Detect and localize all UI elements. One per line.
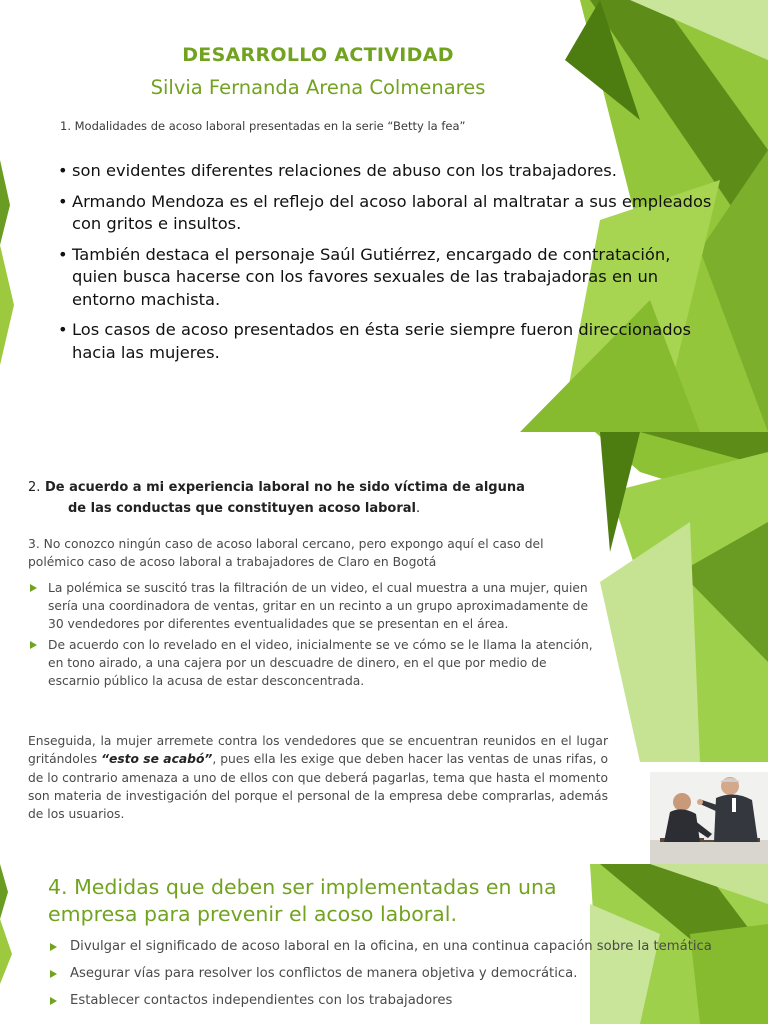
section-4-title: 4. Medidas que deben ser implementadas en una empresa para prevenir el acoso laboral.	[48, 875, 557, 926]
triangle-bullet-icon	[50, 970, 57, 978]
bullet-dot-icon: •	[58, 191, 68, 211]
author-name: Silvia Fernanda Arena Colmenares	[150, 76, 486, 99]
triangle-bullet-icon	[30, 584, 37, 592]
point-3-intro: 3. No conozco ningún caso de acoso laboral cercano, pero expongo aquí el caso del polémico caso de acoso laboral a trabajadores de Claro en Bogotá	[28, 537, 544, 569]
bullet-dot-icon: •	[58, 244, 68, 264]
triangle-bullet-icon	[50, 997, 57, 1005]
list-item: • Los casos de acoso presentados en ésta serie siempre fueron direccionados hacia las mujeres.	[58, 320, 692, 362]
case-paragraph: Enseguida, la mujer arremete contra los vendedores que se encuentran reunidos en el lugar gritándoles “esto se acabó”, pues ella les exige que deben hacer las ventas de unas rifas, o de lo contrario amenaza a uno de ellos con que deberá pagarlas, tema que hasta el momento son materia de investigación del porque el personal de la empresa debe comprarlas, además de los usuarios.	[28, 734, 609, 822]
list-item: • son evidentes diferentes relaciones de abuso con los trabajadores.	[58, 160, 718, 183]
prevention-measures-list	[48, 938, 728, 1019]
bullet-dot-icon: •	[58, 320, 68, 339]
quote-text: “esto se acabó”	[101, 752, 213, 767]
list-item: De acuerdo con lo revelado en el video, inicialmente se ve cómo se le llama la atención, en tono airado, a una cajera por un descuadre de dinero, en el que por medio de escarnio público la acusa de estar desconcentrada.	[28, 636, 600, 690]
office-harassment-photo	[650, 772, 768, 864]
triangle-bullet-icon	[50, 943, 57, 951]
list-item: • Armando Mendoza es el reflejo del acoso laboral al maltratar a sus empleados con gritos e insultos.	[58, 191, 712, 233]
slide-3	[0, 864, 768, 1024]
point-2-statement: 2. De acuerdo a mi experiencia laboral no he sido víctima de alguna de las conductas que constituyen acoso laboral.	[28, 480, 525, 516]
activity-title: DESARROLLO ACTIVIDAD	[182, 44, 454, 66]
list-item: La polémica se suscitó tras la filtración de un video, el cual muestra a una mujer, quien sería una coordinadora de ventas, gritar en un recinto a un grupo aproximadamente de 30 vendedores por diferentes eventualidades que se presentan en el área.	[28, 579, 600, 633]
slide-2	[0, 432, 768, 864]
slide-1	[0, 0, 768, 432]
list-item: Establecer contactos independientes con los trabajadores	[48, 992, 728, 1010]
triangle-bullet-icon	[30, 641, 37, 649]
section-1-subtitle: 1. Modalidades de acoso laboral presentadas en la serie “Betty la fea”	[60, 119, 466, 133]
claro-case-list	[28, 579, 600, 693]
list-item: Divulgar el significado de acoso laboral en la oficina, en una continua capación sobre la temática	[48, 938, 728, 956]
bullet-dot-icon: •	[58, 161, 68, 180]
harassment-modalities-list	[58, 160, 718, 372]
list-item: Asegurar vías para resolver los conflictos de manera objetiva y democrática.	[48, 965, 728, 983]
list-item: • También destaca el personaje Saúl Gutiérrez, encargado de contratación, quien busca hacerse con los favores sexuales de las trabajadoras en un entorno machista.	[58, 244, 671, 309]
